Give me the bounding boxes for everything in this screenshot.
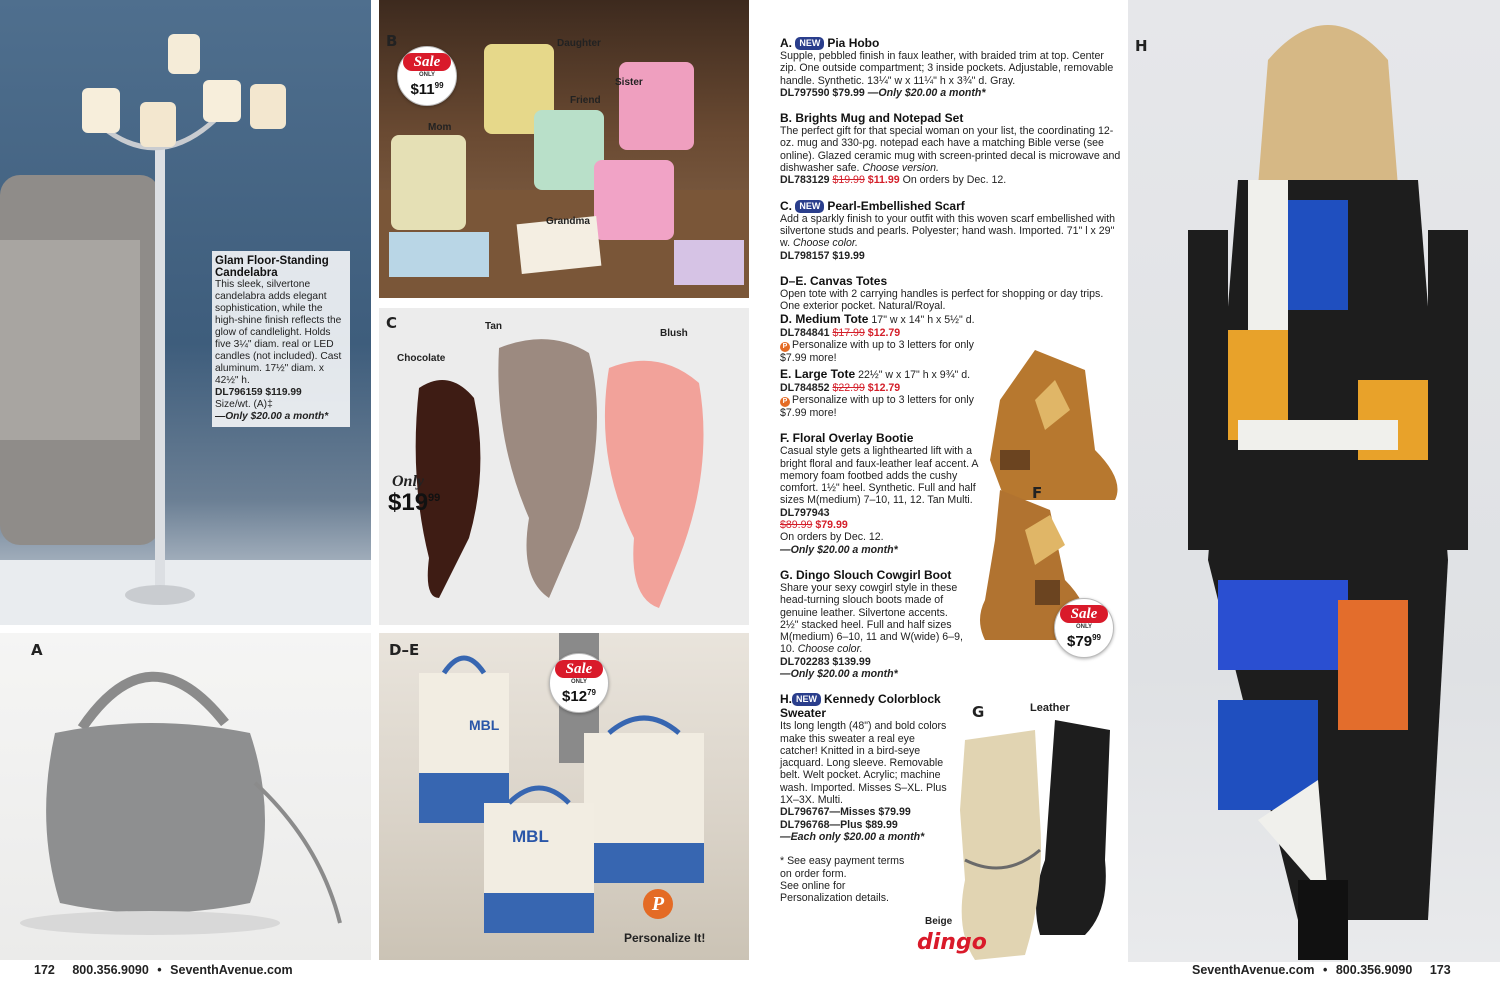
item-b bbox=[780, 111, 1122, 186]
footnote-personalization: See online for Personalization details. bbox=[780, 879, 889, 905]
d-name: D. Medium Tote bbox=[780, 312, 869, 327]
code-misses: DL796767—Misses $79.99 bbox=[780, 806, 911, 819]
item-name: Pia Hobo bbox=[827, 36, 880, 50]
item-a bbox=[780, 36, 1122, 99]
item-desc bbox=[780, 582, 965, 656]
item-letter: C. bbox=[780, 198, 792, 213]
personalize-p-icon: P bbox=[643, 889, 673, 919]
totes-photo bbox=[379, 633, 749, 960]
only-word: ONLY bbox=[570, 679, 588, 685]
item-desc: Its long length (48") and bold colors make this sweater a real eye catcher! Knitted in a bird-seye jacquard. Long sleeve. Removable belt. Welt pocket. Acrylic; machine wash. Imported. Misses S–XL. Plus 1X–3X. Multi. bbox=[780, 720, 947, 807]
desc-text: Share your sexy cowgirl style in these head-turning slouch boots made of genuine leather. Silvertone accents. 2½" stacked heel. Full and half sizes M(medium) 6–10, 11 and W(wide) 6–9, 10. bbox=[780, 581, 963, 656]
panel-label-c: C bbox=[386, 314, 398, 332]
price-cents: 99 bbox=[434, 81, 444, 90]
item-c bbox=[780, 199, 1122, 262]
only-word: ONLY bbox=[1075, 624, 1093, 630]
item-g bbox=[780, 568, 965, 680]
handbag-photo bbox=[0, 633, 371, 960]
item-name: Kennedy Colorblock Sweater bbox=[780, 692, 941, 721]
choose-text: Choose color. bbox=[797, 643, 863, 656]
choose-text: Choose version. bbox=[862, 162, 940, 175]
item-h bbox=[780, 692, 955, 843]
code-price: DL797590 $79.99 bbox=[780, 86, 865, 99]
bullet: • bbox=[1322, 963, 1328, 977]
tote-monogram-2: MBL bbox=[512, 827, 549, 846]
sweater-model-illustration bbox=[1128, 0, 1500, 962]
footer-right bbox=[1192, 963, 1451, 977]
personalize-icon: P bbox=[780, 397, 790, 407]
new-badge: NEW bbox=[795, 200, 824, 213]
candelabra-photo bbox=[0, 0, 371, 625]
mugs-photo bbox=[379, 0, 749, 298]
scarf-only-word: Only bbox=[392, 473, 424, 490]
sale-word: Sale bbox=[1060, 605, 1108, 623]
phone-right: 800.356.9090 bbox=[1335, 963, 1413, 977]
item-code bbox=[780, 87, 1122, 99]
code-price: DL702283 $139.99 bbox=[780, 655, 871, 668]
monthly: —Only $20.00 a month* bbox=[780, 543, 898, 556]
tote-monogram-1: MBL bbox=[469, 717, 500, 733]
price-dollars: $11 bbox=[410, 81, 435, 98]
mug-tag-friend: Friend bbox=[570, 95, 601, 106]
mug-tag-mom: Mom bbox=[428, 122, 452, 133]
sweater-model-photo bbox=[1128, 0, 1500, 962]
sale-word: Sale bbox=[403, 53, 451, 71]
website-right[interactable]: SeventhAvenue.com bbox=[1192, 963, 1315, 977]
item-desc bbox=[780, 213, 1122, 250]
item-name: D–E. Canvas Totes bbox=[780, 273, 888, 288]
scarf-tag-chocolate: Chocolate bbox=[397, 353, 446, 364]
price-cents: 99 bbox=[1092, 633, 1101, 642]
scarf-tag-tan: Tan bbox=[485, 321, 503, 332]
choose-text: Choose color. bbox=[792, 237, 858, 250]
desc-text: The perfect gift for that special woman on your list, the coordinating 12-oz. mug and 330-pg. notepad each have a matching Bible verse (see online). Glazed ceramic mug with screen-printed decal is microwave and dishwasher safe. bbox=[780, 125, 1121, 175]
mug-tag-grandma: Grandma bbox=[546, 216, 590, 227]
item-code: DL798157 $19.99 bbox=[780, 249, 865, 262]
monthly: —Each only $20.00 a month* bbox=[780, 830, 925, 843]
page-number-left: 172 bbox=[34, 963, 55, 977]
personalize-it-label: Personalize It! bbox=[624, 931, 706, 945]
monthly: —Only $20.00 a month* bbox=[780, 667, 898, 680]
d-old-price: $17.99 bbox=[832, 326, 865, 339]
item-d bbox=[780, 312, 975, 419]
sale-badge-f bbox=[1054, 598, 1114, 658]
cowgirl-boots-photo bbox=[935, 700, 1125, 962]
sale-badge-b bbox=[397, 46, 457, 106]
candelabra-caption bbox=[212, 251, 350, 427]
new-badge: NEW bbox=[795, 37, 824, 50]
panel-label-de: D–E bbox=[389, 641, 420, 659]
item-name: B. Brights Mug and Notepad Set bbox=[780, 111, 964, 126]
boot-tag-leather: Leather bbox=[1030, 702, 1070, 714]
code: DL797943 bbox=[780, 506, 830, 519]
price-dollars: $79 bbox=[1067, 633, 1093, 650]
panel-label-b: B bbox=[386, 32, 398, 50]
personalize-text: Personalize with up to 3 letters for only $7.99 more! bbox=[780, 393, 974, 419]
item-name: G. Dingo Slouch Cowgirl Boot bbox=[780, 567, 952, 582]
phone-left: 800.356.9090 bbox=[72, 963, 149, 977]
new-badge: NEW bbox=[792, 693, 821, 706]
e-old-price: $22.99 bbox=[832, 381, 865, 394]
price-dollars: $12 bbox=[562, 688, 588, 705]
d-code: DL784841 bbox=[780, 326, 830, 339]
panel-label-f: F bbox=[1032, 484, 1043, 502]
price-cents: 79 bbox=[587, 688, 596, 697]
item-letter: H. bbox=[780, 692, 792, 707]
note: On orders by Dec. 12. bbox=[902, 174, 1007, 187]
e-dims: 22½" w x 17" h x 9¾" d. bbox=[858, 369, 971, 382]
mug-tag-sister: Sister bbox=[615, 77, 643, 88]
only-word: ONLY bbox=[418, 72, 436, 78]
item-desc bbox=[780, 125, 1122, 174]
mug-tag-daughter: Daughter bbox=[557, 38, 601, 49]
candelabra-title: Glam Floor-Standing Candelabra bbox=[215, 255, 329, 279]
item-desc: Casual style gets a lighthearted lift with a bright floral and faux-leather leaf accent. A memory foam footbed adds the cushy comfort. 1½" heel. Synthetic. Full and half sizes M(medium) 7–10, 11, 12. Tan Multi. bbox=[780, 445, 978, 507]
cowgirl-boots-illustration bbox=[935, 700, 1125, 962]
sale-badge-de bbox=[549, 653, 609, 713]
personalize-text: Personalize with up to 3 letters for only $7.99 more! bbox=[780, 339, 974, 365]
e-name: E. Large Tote bbox=[780, 367, 856, 382]
scarf-only-price bbox=[388, 489, 440, 517]
item-f bbox=[780, 431, 980, 556]
candelabra-desc: This sleek, silvertone candelabra adds elegant sophistication, while the high-shine finish reflects the glow of candlelight. Holds five 3¼" diam. real or LED candles (not included). Cast aluminum. 17½" diam. x 42½" h. bbox=[215, 279, 342, 386]
d-dims: 17" w x 14" h x 5½" d. bbox=[871, 314, 975, 327]
handbag-illustration bbox=[0, 633, 371, 960]
panel-label-h: H bbox=[1135, 37, 1148, 55]
sale-price-f bbox=[1055, 630, 1113, 649]
note: On orders by Dec. 12. bbox=[780, 531, 884, 544]
price-cents: 99 bbox=[428, 492, 441, 504]
new-price: $11.99 bbox=[867, 174, 900, 187]
footer-left bbox=[34, 963, 293, 977]
item-desc: Open tote with 2 carrying handles is perfect for shopping or day trips. One exterior pocket. Natural/Royal. bbox=[780, 287, 1104, 313]
scarves-photo bbox=[379, 308, 749, 625]
website-left[interactable]: SeventhAvenue.com bbox=[170, 963, 293, 977]
sale-price-de bbox=[550, 685, 608, 704]
dingo-logo: dingo bbox=[917, 930, 987, 955]
footnotes bbox=[780, 855, 905, 904]
new-price: $79.99 bbox=[815, 519, 848, 532]
candelabra-code-price: DL796159 $119.99 bbox=[215, 387, 302, 398]
item-name: Pearl-Embellished Scarf bbox=[827, 198, 965, 213]
footnote-payment: * See easy payment terms on order form. bbox=[780, 855, 905, 880]
item-desc: Supple, pebbled finish in faux leather, with braided trim at top. Center zip. One outside compartment; 3 inside pockets. Adjustable, removable handle. Synthetic. 13¼" w x 11¼" h x 3¾" d. Gray. bbox=[780, 50, 1114, 87]
item-name: F. Floral Overlay Bootie bbox=[780, 431, 914, 446]
panel-label-a: A bbox=[31, 641, 43, 659]
bullet: • bbox=[157, 963, 162, 977]
code-plus: DL796768—Plus $89.99 bbox=[780, 818, 898, 831]
e-code: DL784852 bbox=[780, 381, 830, 394]
boot-tag-beige: Beige bbox=[925, 916, 953, 927]
monthly: —Only $20.00 a month* bbox=[867, 86, 986, 99]
item-letter: A. bbox=[780, 36, 792, 50]
desc-text: Add a sparkly finish to your outfit with this woven scarf embellished with silvertone studs and pearls. Polyester; hand wash. Imported. 71" l x 29" w. bbox=[780, 212, 1116, 250]
code: DL783129 bbox=[780, 174, 830, 187]
item-code bbox=[780, 174, 1122, 186]
candelabra-size: Size/wt. (A)‡ bbox=[215, 399, 273, 410]
old-price: $19.99 bbox=[832, 174, 865, 187]
sale-word: Sale bbox=[555, 660, 603, 678]
d-new-price: $12.79 bbox=[867, 326, 901, 339]
sale-price-b bbox=[398, 78, 456, 97]
page-number-right: 173 bbox=[1429, 963, 1451, 977]
panel-label-g: G bbox=[972, 703, 985, 721]
e-new-price: $12.79 bbox=[867, 381, 901, 394]
scarf-tag-blush: Blush bbox=[660, 328, 688, 339]
old-price: $89.99 bbox=[780, 519, 813, 532]
personalize-icon: P bbox=[780, 342, 790, 352]
price-dollars: $19 bbox=[388, 489, 429, 516]
candelabra-monthly: —Only $20.00 a month* bbox=[215, 411, 329, 422]
